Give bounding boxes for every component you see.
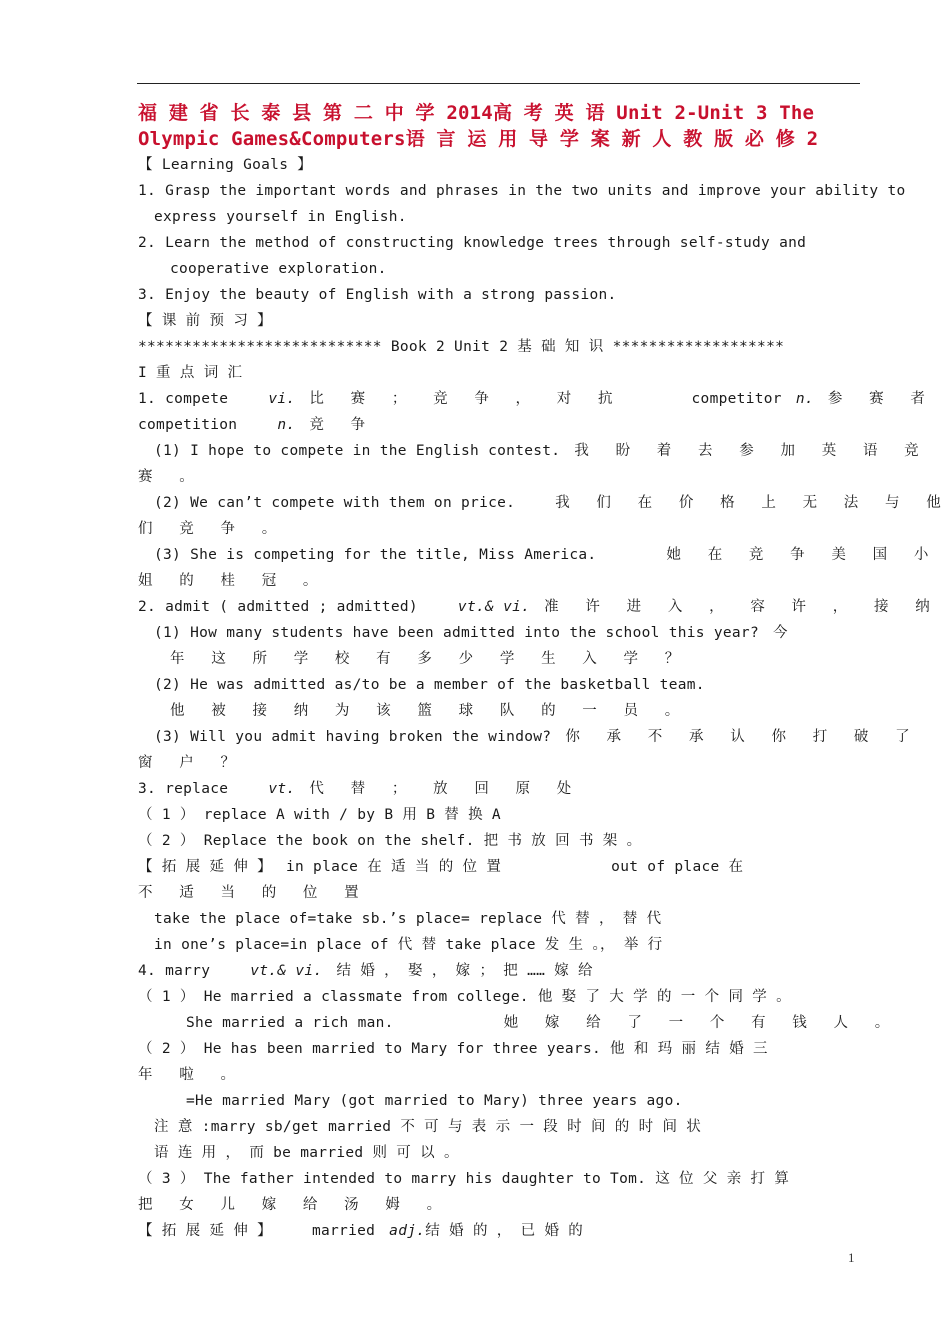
example: （ 3 ） The father intended to marry his daughter to Tom. 这 位 父 亲 打 算: [138, 1171, 790, 1187]
example: (1) I hope to compete in the English contest. 我 盼 着 去 参 加 英 语 竞: [154, 443, 928, 459]
goal-2: 2. Learn the method of constructing knowledge trees through self-study and: [138, 235, 807, 251]
example: （ 2 ） He has been married to Mary for three years. 他 和 玛 丽 结 婚 三: [138, 1041, 768, 1057]
example-cont: 年 这 所 学 校 有 多 少 学 生 入 学 ？: [170, 651, 689, 667]
page-number: 1: [848, 1250, 855, 1265]
word: 1. compete: [138, 391, 229, 407]
goal-1: 1. Grasp the important words and phrases in the two units and improve your ability to: [138, 183, 906, 199]
example-cont: 姐 的 桂 冠 。: [138, 573, 327, 589]
meaning: 参 赛 者: [827, 391, 934, 407]
extension: 【 拓 展 延 伸 】 married adj.结 婚 的 ， 已 婚 的: [138, 1223, 584, 1239]
entry-marry: 4. marry vt.& vi. 结 婚 ， 娶 ， 嫁 ； 把 …… 嫁 给: [138, 963, 593, 979]
example: （ 1 ） He married a classmate from college. 他 娶 了 大 学 的 一 个 同 学 。: [138, 989, 791, 1005]
example: (2) We can’t compete with them on price. 我 们 在 价 格 上 无 法 与 他: [154, 495, 950, 511]
example-cont: 们 竞 争 。: [138, 521, 286, 537]
entry-admit: 2. admit ( admitted ; admitted) vt.& vi. 准 许 进 入 ， 容 许 ， 接 纳: [138, 599, 939, 615]
extension: in one’s place=in place of 代 替 take place 发 生 。， 举 行: [154, 937, 663, 953]
word: competition: [138, 417, 238, 433]
goal-3: 3. Enjoy the beauty of English with a strong passion.: [138, 287, 617, 303]
note-cont: 语 连 用 ， 而 be married 则 可 以 。: [154, 1145, 459, 1161]
note: 注 意 :marry sb/get married 不 可 与 表 示 一 段 时 间 的 时 间 状: [154, 1119, 702, 1135]
pos: n.: [795, 391, 814, 407]
extension: 【 拓 展 延 伸 】 in place 在 适 当 的 位 置 out of place 在: [138, 859, 744, 875]
pos: vi.: [268, 391, 296, 407]
example: （ 2 ） Replace the book on the shelf. 把 书 放 回 书 架 。: [138, 833, 642, 849]
example: (2) He was admitted as/to be a member of the basketball team.: [154, 677, 705, 693]
example-cont: 窗 户 ？: [138, 755, 244, 771]
goal-1-cont: express yourself in English.: [154, 209, 407, 225]
title-line-1: 福 建 省 长 泰 县 第 二 中 学 2014高 考 英 语 Unit 2-Unit 3 The: [138, 102, 815, 124]
section-title: I 重 点 词 汇: [138, 365, 243, 381]
entry-replace: 3. replace vt. 代 替 ； 放 回 原 处: [138, 781, 581, 797]
example: (1) How many students have been admitted into the school this year? 今: [154, 625, 788, 641]
document-title: [138, 100, 860, 152]
example: (3) She is competing for the title, Miss America. 她 在 竞 争 美 国 小: [154, 547, 938, 563]
example: (3) Will you admit having broken the window? 你 承 不 承 认 你 打 破 了: [154, 729, 919, 745]
example: （ 1 ） replace A with / by B 用 B 替 换 A: [138, 807, 501, 823]
extension-cont: 不 适 当 的 位 置: [138, 885, 368, 901]
title-line-2: Olympic Games&Computers语 言 运 用 导 学 案 新 人 教 版 必 修 2: [138, 128, 819, 150]
example-cont: 赛 。: [138, 469, 203, 485]
entry-compete: [138, 386, 934, 412]
pos: n.: [277, 417, 296, 433]
meaning: 比 赛 ； 竞 争 ， 对 抗: [309, 391, 622, 407]
example-cont: 他 被 接 纳 为 该 篮 球 队 的 一 员 。: [170, 703, 689, 719]
extension: take the place of=take sb.’s place= replace 代 替 ， 替 代: [154, 911, 662, 927]
unit-banner: *************************** Book 2 Unit 2 基 础 知 识 *******************: [138, 339, 785, 355]
document-body: [138, 152, 950, 1244]
meaning: 竞 争: [309, 417, 375, 433]
example-cont: 把 女 儿 嫁 给 汤 姆 。: [138, 1197, 451, 1213]
goals-heading: 【 Learning Goals 】: [138, 157, 313, 173]
header-rule: [137, 83, 860, 84]
preview-heading: 【 课 前 预 习 】: [138, 313, 272, 329]
example: =He married Mary (got married to Mary) three years ago.: [186, 1093, 683, 1109]
example: She married a rich man. 她 嫁 给 了 一 个 有 钱 人 。: [186, 1015, 899, 1031]
entry-competition: [138, 412, 860, 438]
example-cont: 年 啦 。: [138, 1067, 244, 1083]
word: competitor: [691, 391, 782, 407]
goal-2-cont: cooperative exploration.: [170, 261, 387, 277]
